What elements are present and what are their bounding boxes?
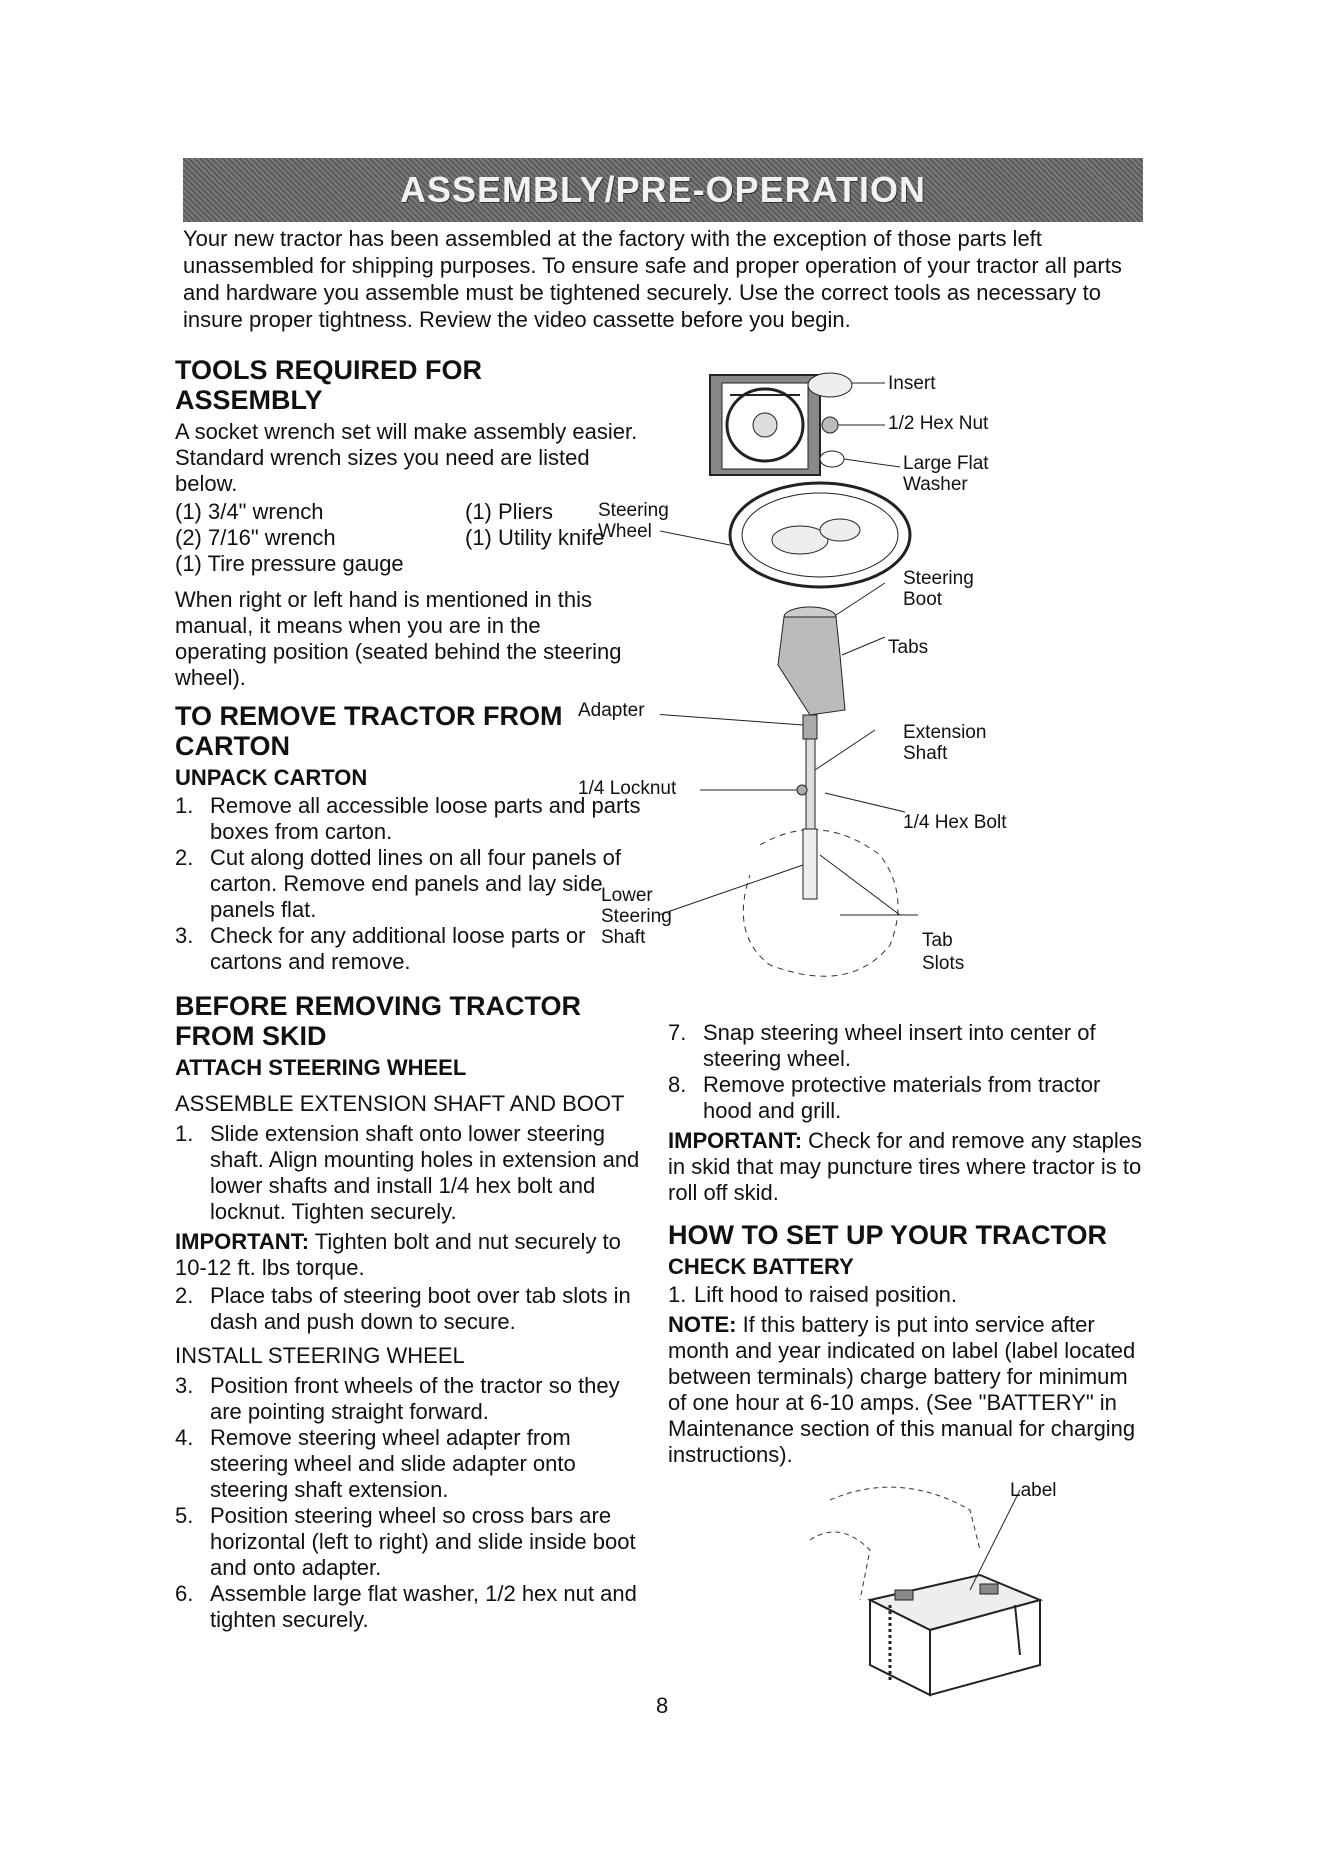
step-text: Snap steering wheel insert into center of steering wheel. [703,1020,1096,1071]
step-number: 8. [668,1072,687,1097]
tool-item [465,551,645,577]
install-heading: INSTALL STEERING WHEEL [175,1343,465,1368]
label-steering-boot-2: Boot [903,589,943,610]
important-text: Tighten bolt and nut securely to 10-12 ft. lbs torque. [175,1229,621,1280]
battery-part [870,1575,1040,1695]
step-number: 6. [175,1581,194,1606]
step-number: 2. [175,1283,194,1308]
label-locknut: 1/4 Locknut [578,778,677,799]
step-number: 5. [175,1503,194,1528]
extension-shaft-part [806,739,815,829]
banner-title: ASSEMBLY/PRE-OPERATION [399,169,927,210]
page-number: 8 [656,1693,669,1718]
label-battery-label: Label [1010,1480,1057,1501]
boot-steps [175,1283,645,1335]
right-column [668,1020,1148,1478]
assemble-steps [175,1121,645,1225]
intro-paragraph: Your new tractor has been assembled at the factory with the exception of those parts left unassembled for shipping purposes. To ensure safe and proper operation of your tractor all parts and hardware you assemble must be tightened securely. Use the correct tools as necessary to insure proper tightness. Review the video cassette before you begin. [183,226,1122,332]
step-text: Position steering wheel so cross bars are horizontal (left to right) and slide inside boot and onto adapter. [210,1503,636,1580]
section-banner [183,158,1143,222]
install-steps [175,1373,645,1633]
remove-heading: TO REMOVE TRACTOR FROM CARTON [175,701,563,761]
hand-note: When right or left hand is mentioned in this manual, it means when you are in the operating position (seated behind the steering wheel). [175,587,622,690]
important-note-torque [175,1229,645,1281]
skid-heading: BEFORE REMOVING TRACTOR FROM SKID [175,991,582,1051]
label-hex-nut: 1/2 Hex Nut [888,413,989,434]
label-tab: Tab [922,930,953,951]
list-item [668,1020,1148,1072]
tool-item: (1) Utility knife [465,525,605,550]
setup-heading: HOW TO SET UP YOUR TRACTOR [668,1220,1108,1250]
attach-wheel-heading: ATTACH STEERING WHEEL [175,1055,467,1080]
step-text: Slide extension shaft onto lower steering shaft. Align mounting holes in extension and lower shafts and install 1/4 hex bolt and locknut. Tighten securely. [210,1121,640,1224]
locknut-part [797,785,807,795]
tool-item: (1) 3/4" wrench [175,499,324,524]
steering-boot-part [778,607,845,715]
label-hex-bolt: 1/4 Hex Bolt [903,812,1007,833]
step-text: Remove protective materials from tractor hood and grill. [703,1072,1101,1123]
important-label: IMPORTANT: [668,1128,803,1153]
step-text: Position front wheels of the tractor so they are pointing straight forward. [210,1373,620,1424]
washer-part [820,451,844,467]
step-text: Lift hood to raised position. [694,1282,957,1307]
list-item [175,923,645,975]
check-battery-heading: CHECK BATTERY [668,1254,854,1279]
tool-item: (2) 7/16" wrench [175,525,336,550]
label-extension: Extension [903,722,987,743]
tools-text: A socket wrench set will make assembly easier. Standard wrench sizes you need are listed below. [175,419,638,496]
list-item [175,1283,645,1335]
steering-assembly-diagram [660,355,1130,1025]
label-wheel: Wheel [598,521,652,542]
step-text: Cut along dotted lines on all four panels of carton. Remove end panels and lay side panels flat. [210,845,621,922]
label-slots: Slots [922,953,965,974]
list-item [668,1072,1148,1124]
label-lower: Lower [601,885,653,906]
important-label: IMPORTANT: [175,1229,310,1254]
step-number: 1. [175,793,194,818]
assemble-heading: ASSEMBLE EXTENSION SHAFT AND BOOT [175,1091,625,1116]
unpack-heading: UNPACK CARTON [175,765,368,790]
battery-steps [668,1282,1148,1308]
important-note-staples [668,1128,1148,1206]
list-item [175,1121,645,1225]
step-number: 3. [175,923,194,948]
step-text: Remove steering wheel adapter from steering wheel and slide adapter onto steering shaft extension. [210,1425,576,1502]
step-text: Remove all accessible loose parts and parts boxes from carton. [210,793,641,844]
hex-nut-part [822,417,838,433]
unpack-steps [175,793,645,975]
label-adapter: Adapter [578,700,645,721]
tool-item: (1) Pliers [465,499,554,524]
step-number: 1. [175,1121,194,1146]
label-shaft: Shaft [903,743,948,764]
tool-item: (1) Tire pressure gauge [175,551,404,576]
list-item [668,1282,1148,1308]
steering-wheel-inset [710,375,820,475]
battery-note [668,1312,1138,1468]
list-item [175,793,645,845]
list-item [175,1503,645,1581]
label-washer: Washer [903,474,968,495]
label-tabs: Tabs [888,637,929,658]
steering-wheel-part [730,483,910,587]
lower-shaft-part [803,829,817,899]
tools-list [175,499,645,577]
label-lower-shaft: Shaft [601,927,646,948]
label-steering-boot-1: Steering [903,568,974,589]
step-number: 1. [668,1282,687,1307]
important-text: Check for and remove any staples in skid that may puncture tires where tractor is to roll off skid. [668,1128,1142,1205]
final-steps [668,1020,1148,1124]
step-number: 7. [668,1020,687,1045]
insert-part [808,373,852,397]
step-text: Assemble large flat washer, 1/2 hex nut and tighten securely. [210,1581,637,1632]
label-lower-steering: Steering [601,906,672,927]
list-item [175,845,645,923]
list-item [175,1373,645,1425]
step-number: 3. [175,1373,194,1398]
step-text: Place tabs of steering boot over tab slots in dash and push down to secure. [210,1283,631,1334]
step-number: 4. [175,1425,194,1450]
note-label: NOTE: [668,1312,737,1337]
label-insert: Insert [888,373,936,394]
note-text: If this battery is put into service after month and year indicated on label (label located between terminals) charge battery for minimum of one hour at 6-10 amps. (See "BATTERY" in Maintenance section of this manual for charging instructions). [668,1312,1136,1467]
left-column [175,355,645,1637]
label-steering: Steering [598,500,669,521]
list-item [175,1425,645,1503]
step-text: Check for any additional loose parts or cartons and remove. [210,923,586,974]
step-number: 2. [175,845,194,870]
battery-diagram [780,1480,1080,1710]
label-large-flat: Large Flat [903,453,989,474]
adapter-part [803,715,817,739]
list-item [175,1581,645,1633]
tools-heading: TOOLS REQUIRED FOR ASSEMBLY [175,355,483,415]
